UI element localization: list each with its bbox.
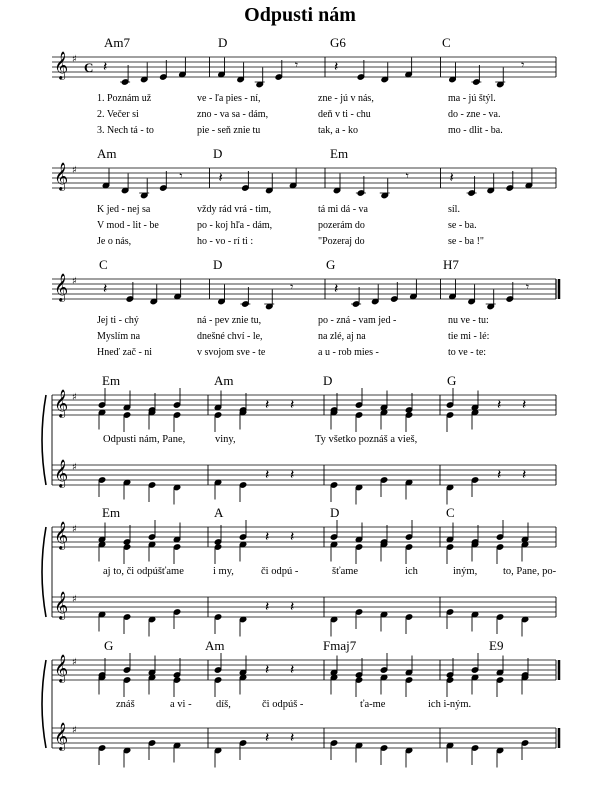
note xyxy=(239,541,247,561)
note xyxy=(333,174,341,194)
note xyxy=(380,541,388,561)
note xyxy=(148,740,156,760)
chord-symbol: Am7 xyxy=(104,35,130,50)
lyric-text: deň v ti - chu xyxy=(318,109,371,120)
note xyxy=(173,609,181,629)
note xyxy=(391,282,399,302)
lyric-text: ich xyxy=(405,566,418,577)
note xyxy=(330,409,338,429)
note xyxy=(446,412,454,432)
note xyxy=(173,742,181,762)
note xyxy=(380,179,390,199)
note xyxy=(471,611,479,631)
eighth-rest: 𝄾 xyxy=(290,280,294,294)
note xyxy=(98,611,106,631)
chord-symbol: C xyxy=(446,505,455,520)
note xyxy=(239,482,247,502)
chord-symbol: Em xyxy=(102,373,121,388)
quarter-rest: 𝄽 xyxy=(265,467,270,483)
treble-clef: 𝄞 xyxy=(54,521,69,549)
lyric-text: 1. Poznám už xyxy=(97,93,152,104)
note xyxy=(355,523,363,543)
chord-symbol: Fmaj7 xyxy=(323,638,357,653)
quarter-rest: 𝄽 xyxy=(218,170,223,186)
lyric-text: ich i-ným. xyxy=(428,699,472,710)
treble-clef: 𝄞 xyxy=(54,389,69,417)
note xyxy=(173,544,181,564)
note xyxy=(148,409,156,429)
note xyxy=(495,68,505,88)
note xyxy=(521,616,529,636)
treble-clef: 𝄞 xyxy=(54,722,69,750)
treble-clef: 𝄞 xyxy=(54,591,69,619)
note xyxy=(521,674,529,694)
lyric-text: ho - vo - rí ti : xyxy=(197,236,254,247)
note xyxy=(173,523,181,543)
note xyxy=(330,520,338,540)
note xyxy=(410,280,418,300)
staff xyxy=(52,168,556,188)
lyric-text: se - ba. xyxy=(448,220,477,231)
chord-symbol: H7 xyxy=(443,257,459,272)
lyric-text: síl. xyxy=(448,204,460,215)
lyric-text: Myslím na xyxy=(97,331,141,342)
note xyxy=(380,653,388,673)
note xyxy=(148,616,156,636)
note xyxy=(486,290,496,310)
note xyxy=(471,745,479,765)
note xyxy=(239,409,247,429)
note xyxy=(471,653,479,673)
lyric-text: Hneď zač - ni xyxy=(97,347,153,358)
note xyxy=(214,747,222,767)
note xyxy=(405,544,413,564)
note xyxy=(521,523,529,543)
note xyxy=(173,677,181,697)
note xyxy=(255,68,265,88)
note xyxy=(496,520,504,540)
brace xyxy=(42,660,46,748)
note xyxy=(496,544,504,564)
chord-symbol: C xyxy=(99,257,108,272)
chord-symbol: D xyxy=(213,146,223,161)
lyric-text: to ve - te: xyxy=(448,347,487,358)
quarter-rest: 𝄽 xyxy=(265,730,270,746)
note xyxy=(355,484,363,504)
note xyxy=(123,614,131,634)
note xyxy=(150,285,158,305)
lyric-text: do - zne - va. xyxy=(448,109,501,120)
note xyxy=(173,658,181,678)
note xyxy=(173,484,181,504)
lyric-text: zno - va sa - dám, xyxy=(197,109,269,120)
note xyxy=(123,747,131,767)
staff xyxy=(52,279,556,299)
lyric-text: pozerám do xyxy=(318,220,365,231)
lyric-text: pie - seň znie tu xyxy=(197,125,261,136)
note xyxy=(446,544,454,564)
key-signature-sharp: ♯ xyxy=(72,54,77,65)
time-signature: C xyxy=(84,60,94,75)
note xyxy=(289,169,297,189)
note xyxy=(496,747,504,767)
note xyxy=(123,525,131,545)
note xyxy=(275,60,283,80)
quarter-rest: 𝄽 xyxy=(265,599,270,615)
chord-symbol: D xyxy=(323,373,333,388)
note xyxy=(506,171,514,191)
note xyxy=(380,674,388,694)
note xyxy=(471,674,479,694)
eighth-rest: 𝄾 xyxy=(179,169,183,183)
note xyxy=(148,541,156,561)
note xyxy=(214,412,222,432)
note xyxy=(405,520,413,540)
key-signature-sharp: ♯ xyxy=(72,725,77,736)
note xyxy=(468,285,476,305)
quarter-rest: 𝄽 xyxy=(334,281,339,297)
note xyxy=(405,677,413,697)
lyric-text: tie mi - lé: xyxy=(448,331,490,342)
lyric-text: to, Pane, po- xyxy=(503,566,557,577)
note xyxy=(380,391,388,411)
quarter-rest: 𝄽 xyxy=(290,397,295,413)
note xyxy=(471,391,479,411)
note xyxy=(218,58,226,78)
lyric-text: Je o nás, xyxy=(97,236,132,247)
lyric-text: se - ba !" xyxy=(448,236,485,247)
note xyxy=(496,656,504,676)
note xyxy=(330,740,338,760)
note xyxy=(449,63,457,83)
chord-symbol: D xyxy=(330,505,340,520)
chord-symbol: D xyxy=(218,35,228,50)
note xyxy=(160,60,168,80)
note xyxy=(355,658,363,678)
chord-symbol: Em xyxy=(102,505,121,520)
quarter-rest: 𝄽 xyxy=(522,397,527,413)
note xyxy=(123,544,131,564)
key-signature-sharp: ♯ xyxy=(72,594,77,605)
lyric-text: nu ve - tu: xyxy=(448,315,489,326)
note xyxy=(214,525,222,545)
chord-symbol: G6 xyxy=(330,35,346,50)
note xyxy=(446,742,454,762)
note xyxy=(355,544,363,564)
note xyxy=(330,656,338,676)
note xyxy=(126,282,134,302)
note xyxy=(525,169,533,189)
note xyxy=(496,614,504,634)
note xyxy=(471,409,479,429)
chord-symbol: E9 xyxy=(489,638,504,653)
lyric-text: šťame xyxy=(332,566,359,577)
note xyxy=(405,747,413,767)
lyric-text: či odpúš - xyxy=(262,699,304,710)
note xyxy=(123,391,131,411)
lyric-text: na zlé, aj na xyxy=(318,331,366,342)
key-signature-sharp: ♯ xyxy=(72,524,77,535)
note xyxy=(330,482,338,502)
note xyxy=(330,674,338,694)
note xyxy=(98,523,106,543)
lyric-text: po - koj hľa - dám, xyxy=(197,220,273,231)
quarter-rest: 𝄽 xyxy=(103,281,108,297)
note xyxy=(351,287,361,307)
quarter-rest: 𝄽 xyxy=(103,59,108,75)
note xyxy=(148,482,156,502)
note xyxy=(123,677,131,697)
note xyxy=(121,174,129,194)
chord-symbol: G xyxy=(447,373,457,388)
note xyxy=(98,409,106,429)
note xyxy=(123,479,131,499)
lyric-text: zne - jú v nás, xyxy=(318,93,374,104)
note xyxy=(174,280,182,300)
note xyxy=(506,282,514,302)
note xyxy=(449,280,457,300)
note xyxy=(521,740,529,760)
brace xyxy=(42,527,46,617)
song-title: Odpusti nám xyxy=(244,4,356,26)
chord-symbol: Am xyxy=(97,146,117,161)
note xyxy=(405,656,413,676)
note xyxy=(405,393,413,413)
chord-symbol: C xyxy=(442,35,451,50)
lyric-text: a vi - xyxy=(170,699,192,710)
lyric-text: ťa-me xyxy=(360,699,386,710)
eighth-rest: 𝄾 xyxy=(405,169,409,183)
lyric-text: K jed - nej sa xyxy=(97,204,151,215)
note xyxy=(239,674,247,694)
treble-clef: 𝄞 xyxy=(54,273,69,301)
lyric-text: Jej ti - chý xyxy=(97,315,139,326)
note xyxy=(521,541,529,561)
note xyxy=(173,388,181,408)
note xyxy=(330,616,338,636)
chord-symbol: Am xyxy=(214,373,234,388)
quarter-rest: 𝄽 xyxy=(265,397,270,413)
note xyxy=(214,479,222,499)
note xyxy=(214,653,222,673)
lyric-text: po - zná - vam jed - xyxy=(318,315,397,326)
brace xyxy=(42,395,46,485)
lyric-text: Odpusti nám, Pane, xyxy=(103,434,186,445)
note xyxy=(239,616,247,636)
note xyxy=(471,541,479,561)
note xyxy=(98,477,106,497)
note xyxy=(487,174,495,194)
lyric-text: i my, xyxy=(213,566,234,577)
quarter-rest: 𝄽 xyxy=(290,529,295,545)
lyric-text: znáš xyxy=(116,699,135,710)
note xyxy=(240,287,250,307)
note xyxy=(148,520,156,540)
note xyxy=(239,740,247,760)
note xyxy=(98,745,106,765)
lyric-text: v svojom sve - te xyxy=(197,347,266,358)
note xyxy=(405,58,413,78)
eighth-rest: 𝄾 xyxy=(525,280,530,294)
note xyxy=(148,656,156,676)
lyric-text: tak, a - ko xyxy=(318,125,358,136)
note xyxy=(214,677,222,697)
quarter-rest: 𝄽 xyxy=(290,662,295,678)
note xyxy=(330,541,338,561)
key-signature-sharp: ♯ xyxy=(72,392,77,403)
quarter-rest: 𝄽 xyxy=(449,170,454,186)
quarter-rest: 𝄽 xyxy=(290,467,295,483)
lyric-text: V mod - lit - be xyxy=(97,220,159,231)
lyric-text: dnešné chví - le, xyxy=(197,331,263,342)
note xyxy=(405,614,413,634)
note xyxy=(123,412,131,432)
note xyxy=(446,609,454,629)
note xyxy=(140,63,148,83)
note xyxy=(405,412,413,432)
quarter-rest: 𝄽 xyxy=(290,599,295,615)
lyric-text: iným, xyxy=(453,566,478,577)
note xyxy=(214,614,222,634)
key-signature-sharp: ♯ xyxy=(72,276,77,287)
note xyxy=(98,388,106,408)
chord-symbol: G xyxy=(104,638,114,653)
note xyxy=(123,653,131,673)
chord-symbol: Am xyxy=(205,638,225,653)
quarter-rest: 𝄽 xyxy=(497,397,502,413)
chord-symbol: D xyxy=(213,257,223,272)
note xyxy=(496,677,504,697)
note xyxy=(355,677,363,697)
note xyxy=(98,541,106,561)
note xyxy=(405,479,413,499)
note xyxy=(355,412,363,432)
lyric-text: mo - dlit - ba. xyxy=(448,125,503,136)
lyric-text: 3. Nech tá - to xyxy=(97,125,154,136)
note xyxy=(380,745,388,765)
quarter-rest: 𝄽 xyxy=(522,467,527,483)
lyric-text: ve - ľa pies - ní, xyxy=(197,93,261,104)
lyric-text: 2. Večer si xyxy=(97,109,139,120)
note xyxy=(264,290,274,310)
note xyxy=(446,677,454,697)
note xyxy=(173,412,181,432)
note xyxy=(380,611,388,631)
chord-symbol: A xyxy=(214,505,224,520)
staff xyxy=(52,597,556,617)
lyric-text: vždy rád vrá - tim, xyxy=(197,204,272,215)
note xyxy=(214,391,222,411)
note xyxy=(218,285,226,305)
note xyxy=(381,63,389,83)
note xyxy=(239,656,247,676)
lyric-text: díš, xyxy=(216,699,231,710)
chord-symbol: Em xyxy=(330,146,349,161)
note xyxy=(242,171,250,191)
quarter-rest: 𝄽 xyxy=(265,529,270,545)
note xyxy=(355,742,363,762)
lyric-text: ná - pev znie tu, xyxy=(197,315,262,326)
note xyxy=(467,176,477,196)
key-signature-sharp: ♯ xyxy=(72,165,77,176)
treble-clef: 𝄞 xyxy=(54,459,69,487)
note xyxy=(380,409,388,429)
note xyxy=(471,477,479,497)
treble-clef: 𝄞 xyxy=(54,162,69,190)
note xyxy=(98,674,106,694)
note xyxy=(239,520,247,540)
eighth-rest: 𝄾 xyxy=(521,58,525,72)
lyric-text: aj to, či odpúšťame xyxy=(103,566,184,577)
note xyxy=(355,609,363,629)
quarter-rest: 𝄽 xyxy=(334,59,339,75)
quarter-rest: 𝄽 xyxy=(265,662,270,678)
note xyxy=(139,179,149,199)
lyric-text: Ty všetko poznáš a vieš, xyxy=(315,434,418,445)
quarter-rest: 𝄽 xyxy=(497,467,502,483)
chord-symbol: G xyxy=(326,257,336,272)
note xyxy=(265,174,273,194)
lyric-text: "Pozeraj do xyxy=(318,236,365,247)
note xyxy=(102,169,110,189)
lyric-text: či odpú - xyxy=(261,566,299,577)
key-signature-sharp: ♯ xyxy=(72,462,77,473)
note xyxy=(446,484,454,504)
note xyxy=(446,523,454,543)
note xyxy=(160,171,168,191)
lyric-text: tá mi dá - va xyxy=(318,204,368,215)
treble-clef: 𝄞 xyxy=(54,654,69,682)
lyric-text: viny, xyxy=(215,434,236,445)
note xyxy=(179,58,187,78)
note xyxy=(355,388,363,408)
note xyxy=(371,285,379,305)
note xyxy=(120,65,130,85)
note xyxy=(214,544,222,564)
treble-clef: 𝄞 xyxy=(54,51,69,79)
note xyxy=(380,477,388,497)
note xyxy=(471,65,481,85)
staff xyxy=(52,57,556,77)
lyric-text: ma - jú štýl. xyxy=(448,93,496,104)
quarter-rest: 𝄽 xyxy=(290,730,295,746)
note xyxy=(357,60,365,80)
lyric-text: a u - rob mies - xyxy=(318,347,379,358)
key-signature-sharp: ♯ xyxy=(72,657,77,668)
note xyxy=(237,63,245,83)
note xyxy=(356,176,366,196)
note xyxy=(446,388,454,408)
eighth-rest: 𝄾 xyxy=(294,58,299,72)
note xyxy=(446,658,454,678)
note xyxy=(148,674,156,694)
staff xyxy=(52,728,556,748)
